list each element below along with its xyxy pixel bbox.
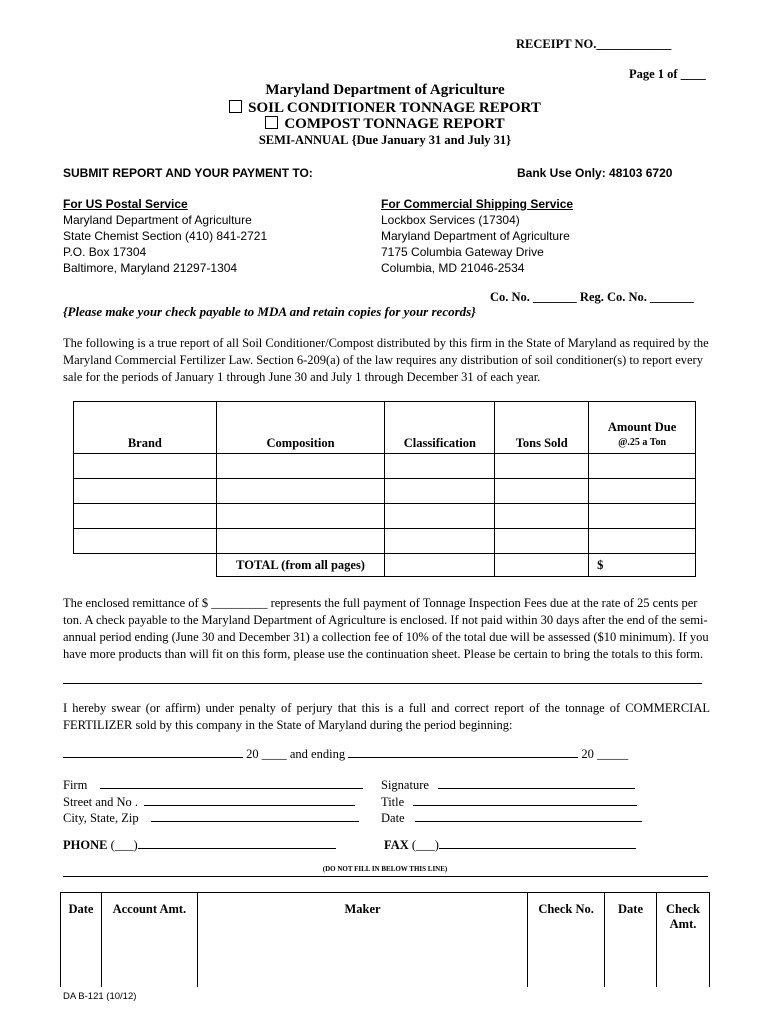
compost-label: COMPOST TONNAGE REPORT	[284, 116, 505, 132]
street-field[interactable]	[144, 794, 355, 806]
page-number: Page 1 of ____	[629, 67, 706, 81]
shipping-address	[381, 196, 573, 276]
col-amount-due	[589, 402, 696, 454]
col-tons-sold: Tons Sold	[495, 402, 589, 454]
tonnage-table	[73, 401, 696, 577]
composition-cell[interactable]	[216, 529, 385, 554]
swear-paragraph: I hereby swear (or affirm) under penalty of perjury that this is a full and correct report of the tonnage of COMMERCIAL FERTILIZER sold by this company in the State of Maryland during the period beginning:	[63, 701, 710, 732]
postal-line: P.O. Box 17304	[63, 245, 147, 259]
table-row	[74, 454, 696, 479]
form-id: DA B-121 (10/12)	[63, 991, 137, 1002]
cutoff-line	[63, 876, 708, 877]
title-label: Title	[381, 794, 405, 809]
office-col-check-no: Check No.	[528, 893, 605, 987]
col-composition: Composition	[216, 402, 385, 454]
col-brand: Brand	[74, 402, 217, 454]
section-divider	[63, 683, 702, 684]
period-year-begin: 20 ____ and ending	[246, 747, 346, 761]
composition-cell[interactable]	[216, 479, 385, 504]
postal-line: Maryland Department of Agriculture	[63, 213, 252, 227]
table-header-row	[74, 402, 696, 454]
table-row	[74, 504, 696, 529]
total-amount-cell[interactable]	[589, 554, 696, 577]
agency-name: Maryland Department of Agriculture	[265, 82, 505, 98]
do-not-fill-note: (DO NOT FILL IN BELOW THIS LINE)	[322, 865, 448, 873]
shipping-line: Lockbox Services (17304)	[381, 213, 520, 227]
intro-paragraph: The following is a true report of all Soil Conditioner/Compost distributed by this firm in the State of Maryland as required by the Maryland Commercial Fertilizer Law. Section 6-209(a) of the law requires any distribution of soil conditioner(s) to report every sale for the periods of January 1 through June 30 and July 1 through December 31 of each year.	[63, 336, 709, 384]
compost-checkbox[interactable]	[265, 116, 278, 129]
amount-due-label: Amount Due	[607, 420, 677, 434]
office-col-date: Date	[61, 893, 102, 987]
signature-label: Signature	[381, 778, 429, 792]
shipping-heading: For Commercial Shipping Service	[381, 197, 574, 211]
bank-use-only: Bank Use Only: 48103 6720	[517, 166, 673, 180]
classification-cell[interactable]	[385, 454, 495, 479]
period-begin-field[interactable]	[63, 746, 243, 758]
total-tons-cell[interactable]	[495, 554, 589, 577]
title-soil-conditioner	[0, 100, 770, 117]
office-col-date-2: Date	[605, 893, 657, 987]
title-field[interactable]	[413, 794, 637, 806]
soil-conditioner-checkbox[interactable]	[229, 100, 242, 113]
office-col-check-amt: Check Amt.	[656, 893, 709, 987]
classification-cell[interactable]	[385, 479, 495, 504]
phone-line	[63, 837, 336, 853]
total-row	[74, 554, 696, 577]
fax-line	[384, 837, 636, 853]
due-dates: {Due January 31 and July 31}	[351, 133, 512, 147]
dollar-sign: $	[597, 557, 604, 572]
brand-cell[interactable]	[74, 454, 217, 479]
postal-heading: For US Postal Service	[63, 197, 188, 211]
amount-cell[interactable]	[589, 504, 696, 529]
fax-area: (___)	[411, 838, 439, 852]
postal-line: Baltimore, Maryland 21297-1304	[63, 261, 238, 275]
signature-fields	[381, 777, 642, 827]
date-field[interactable]	[415, 810, 642, 822]
table-row	[74, 479, 696, 504]
postal-line: State Chemist Section (410) 841-2721	[63, 229, 268, 243]
payable-note: {Please make your check payable to MDA and retain copies for your records}	[63, 304, 476, 319]
shipping-line: 7175 Columbia Gateway Drive	[381, 245, 544, 259]
col-classification: Classification	[385, 402, 495, 454]
brand-cell[interactable]	[74, 504, 217, 529]
phone-label: PHONE	[63, 838, 108, 852]
signature-field[interactable]	[438, 777, 635, 789]
firm-label: Firm	[63, 778, 88, 792]
amount-cell[interactable]	[589, 479, 696, 504]
brand-cell[interactable]	[74, 479, 217, 504]
tons-cell[interactable]	[495, 504, 589, 529]
brand-cell[interactable]	[74, 529, 217, 554]
city-field[interactable]	[151, 810, 359, 822]
fax-field[interactable]	[439, 837, 636, 849]
office-col-maker: Maker	[197, 893, 527, 987]
composition-cell[interactable]	[216, 504, 385, 529]
city-label: City, State, Zip	[63, 811, 139, 825]
classification-cell[interactable]	[385, 504, 495, 529]
amount-cell[interactable]	[589, 454, 696, 479]
street-label: Street and No .	[63, 794, 138, 809]
remittance-paragraph: The enclosed remittance of $ _________ represents the full payment of Tonnage Inspection Fees due at the rate of 25 cents per ton. A check payable to the Maryland Department of Agriculture is enclosed. If not paid within 30 days after the end of the semi-annual period ending (June 30 and December 31) a collection fee of 10% of the total due will be assessed ($10 minimum). If you have more products than will fit on this form, please use the continuation sheet. Please be certain to bring the totals to this form.	[63, 596, 709, 661]
submit-label: SUBMIT REPORT AND YOUR PAYMENT TO:	[63, 166, 313, 180]
classification-cell[interactable]	[385, 529, 495, 554]
tons-cell[interactable]	[495, 454, 589, 479]
postal-address	[63, 196, 267, 276]
tons-cell[interactable]	[495, 479, 589, 504]
phone-area: (___)	[110, 838, 138, 852]
phone-field[interactable]	[138, 837, 336, 849]
firm-field[interactable]	[100, 777, 363, 789]
office-use-table	[60, 892, 710, 987]
period-year-end: 20 _____	[581, 747, 629, 761]
date-label: Date	[381, 811, 405, 825]
soil-conditioner-label: SOIL CONDITIONER TONNAGE REPORT	[248, 100, 541, 116]
total-label: TOTAL (from all pages)	[216, 554, 385, 577]
total-classification-cell	[385, 554, 495, 577]
company-numbers: Co. No. _______ Reg. Co. No. _______	[490, 290, 694, 304]
tons-cell[interactable]	[495, 529, 589, 554]
fax-label: FAX	[384, 838, 409, 852]
period-line	[63, 746, 628, 762]
composition-cell[interactable]	[216, 454, 385, 479]
amount-due-rate: @.25 a Ton	[618, 437, 667, 448]
receipt-number: RECEIPT NO.____________	[516, 37, 672, 51]
amount-cell[interactable]	[589, 529, 696, 554]
semi-annual-line	[0, 133, 770, 148]
firm-fields	[63, 777, 363, 827]
semi-annual-label: SEMI-ANNUAL	[258, 133, 349, 147]
table-row	[74, 529, 696, 554]
office-col-account-amt: Account Amt.	[101, 893, 197, 987]
title-compost	[0, 116, 770, 133]
shipping-line: Columbia, MD 21046-2534	[381, 261, 525, 275]
office-header-row	[61, 893, 710, 987]
period-end-field[interactable]	[348, 746, 578, 758]
shipping-line: Maryland Department of Agriculture	[381, 229, 570, 243]
